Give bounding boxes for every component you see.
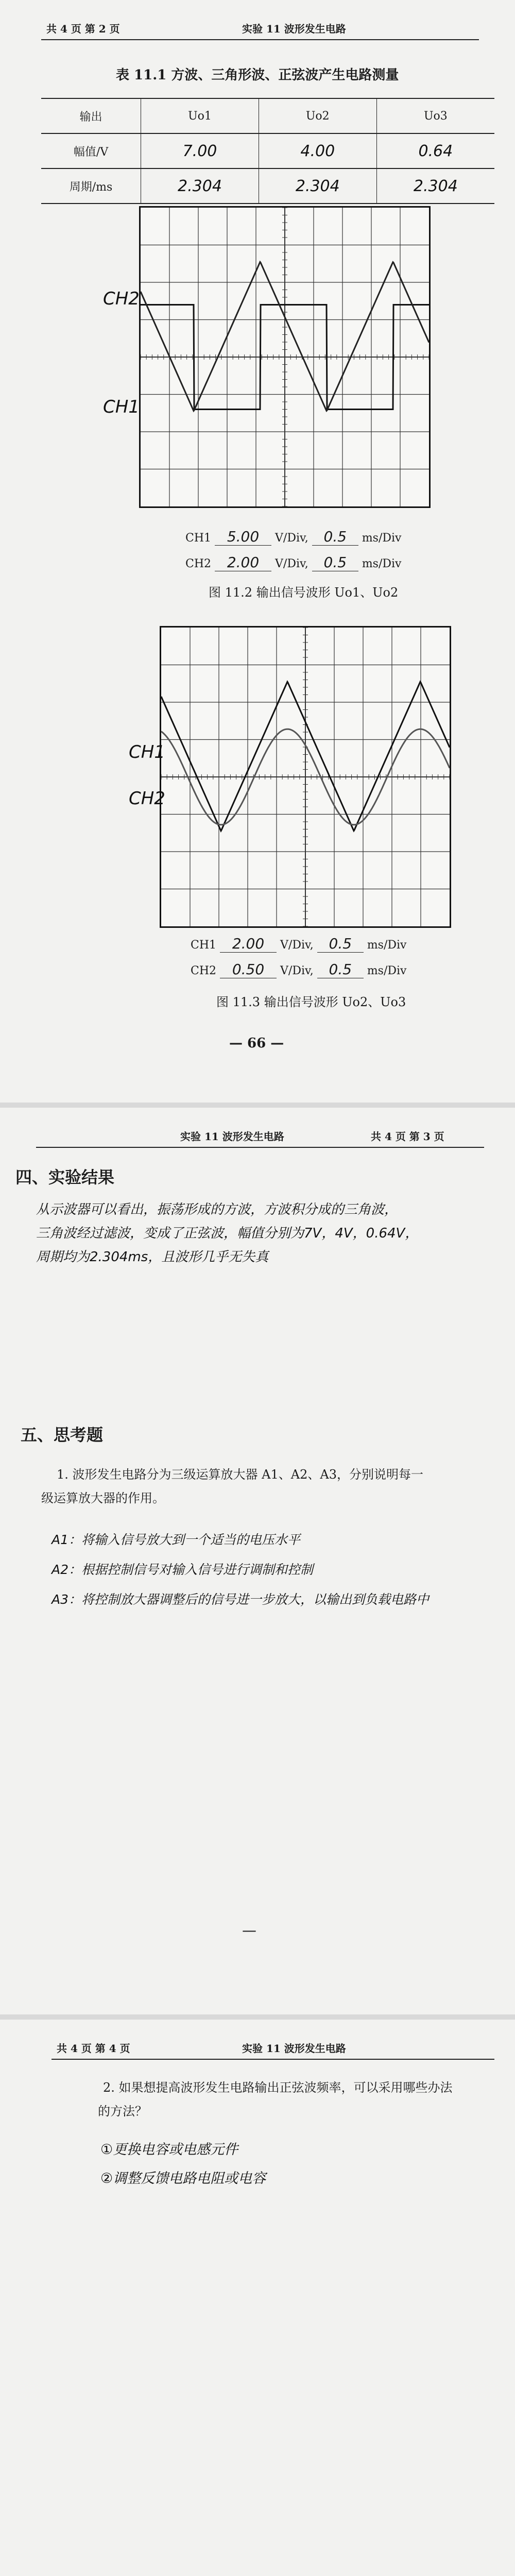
page-count: 共 4 页 第 2 页 (46, 23, 120, 35)
page-count: 共 4 页 第 3 页 (371, 1130, 444, 1143)
time-unit: ms/Div (362, 557, 402, 570)
ch2-label: CH2 (103, 289, 140, 309)
row-label: 周期/ms (41, 168, 141, 204)
header-rule (41, 39, 479, 40)
answer-line: 三角波经过滤波，变成了正弦波，幅值分别为7V，4V，0.64V， (36, 1226, 419, 1241)
cell-value: 2.304 (376, 168, 494, 204)
scope-1-settings-ch2 (185, 554, 401, 571)
cell-value: 7.00 (141, 133, 259, 168)
volts-per-div: 2.00 (220, 935, 277, 953)
volts-unit: V/Div, (275, 532, 308, 545)
header-title: 实验 11 波形发生电路 (242, 23, 346, 35)
answer-line: A3：将控制放大器调整后的信号进一步放大，以输出到负载电路中 (52, 1592, 430, 1607)
volts-unit: V/Div, (280, 939, 314, 952)
header-title: 实验 11 波形发生电路 (180, 1130, 284, 1143)
page-count: 共 4 页 第 4 页 (57, 2042, 130, 2055)
question-1 (41, 1463, 423, 1510)
question-2 (98, 2076, 505, 2123)
page-1 (0, 0, 515, 1103)
table-header-cell: 输出 (41, 98, 141, 133)
ch2-label: CH2 (129, 788, 165, 809)
table-row (41, 133, 494, 168)
question-2-answers (100, 2136, 266, 2193)
header-title: 实验 11 波形发生电路 (242, 2042, 346, 2055)
table-row (41, 168, 494, 204)
figure-11-2-caption: 图 11.2 输出信号波形 Uo1、Uo2 (209, 585, 399, 600)
volts-per-div: 2.00 (215, 554, 271, 571)
answer-line: A2：根据控制信号对输入信号进行调制和控制 (52, 1562, 314, 1577)
settings-prefix: CH1 (185, 532, 212, 545)
volts-per-div: 5.00 (215, 528, 271, 546)
answer-line: ②调整反馈电路电阻或电容 (100, 2171, 266, 2187)
oscilloscope-screen-1 (139, 206, 431, 508)
time-per-div: 0.5 (312, 554, 358, 571)
cell-value: 4.00 (259, 133, 376, 168)
answer-line: A1：将输入信号放大到一个适当的电压水平 (52, 1532, 301, 1547)
section-4-answer (36, 1198, 418, 1269)
question-line: 2. 如果想提高波形发生电路输出正弦波频率，可以采用哪些办法 (103, 2080, 453, 2095)
figure-11-3-caption: 图 11.3 输出信号波形 Uo2、Uo3 (216, 995, 406, 1009)
ch1-label: CH1 (103, 397, 140, 417)
header-rule (52, 2059, 494, 2060)
page-3 (0, 2020, 515, 2576)
time-per-div: 0.5 (317, 961, 364, 978)
page-number: — 66 — (229, 1036, 284, 1051)
scope-2-svg (161, 628, 450, 926)
table-header-cell: Uo3 (376, 98, 494, 133)
page-2 (0, 1108, 515, 2014)
ch1-label: CH1 (129, 742, 165, 762)
answer-line: ①更换电容或电感元件 (100, 2142, 238, 2158)
settings-prefix: CH2 (185, 557, 212, 570)
scope-2-settings-ch2 (191, 961, 406, 978)
question-line: 的方法？ (98, 2104, 147, 2119)
time-unit: ms/Div (367, 939, 407, 952)
section-5-title: 五、思考题 (21, 1425, 104, 1445)
row-label: 幅值/V (41, 133, 141, 168)
table-header-row (41, 98, 494, 133)
question-line: 1. 波形发生电路分为三级运算放大器 A1、A2、A3，分别说明每一 (57, 1467, 423, 1482)
table-header-cell: Uo2 (259, 98, 376, 133)
cell-value: 0.64 (376, 133, 494, 168)
volts-per-div: 0.50 (220, 961, 277, 978)
answer-line: 周期均为2.304ms，且波形几乎无失真 (36, 1249, 269, 1265)
time-per-div: 0.5 (312, 528, 358, 546)
scope-1-settings-ch1 (185, 528, 401, 546)
question-1-answers (52, 1525, 429, 1615)
settings-prefix: CH1 (191, 939, 217, 952)
volts-unit: V/Div, (280, 964, 314, 977)
header-rule (36, 1147, 484, 1148)
section-4-title: 四、实验结果 (15, 1167, 115, 1187)
dash-mark: — (242, 1922, 256, 1939)
volts-unit: V/Div, (275, 557, 308, 570)
table-caption: 表 11.1 方波、三角形波、正弦波产生电路测量 (116, 67, 399, 83)
settings-prefix: CH2 (191, 964, 217, 977)
time-per-div: 0.5 (317, 935, 364, 953)
answer-line: 从示波器可以看出，振荡形成的方波，方波积分成的三角波， (36, 1202, 398, 1217)
cell-value: 2.304 (259, 168, 376, 204)
oscilloscope-screen-2 (160, 626, 451, 928)
measurement-table (41, 98, 494, 204)
question-line: 级运算放大器的作用。 (41, 1490, 165, 1505)
time-unit: ms/Div (367, 964, 407, 977)
cell-value: 2.304 (141, 168, 259, 204)
scope-1-svg (141, 208, 429, 506)
table-header-cell: Uo1 (141, 98, 259, 133)
time-unit: ms/Div (362, 532, 402, 545)
scope-2-settings-ch1 (191, 935, 406, 953)
